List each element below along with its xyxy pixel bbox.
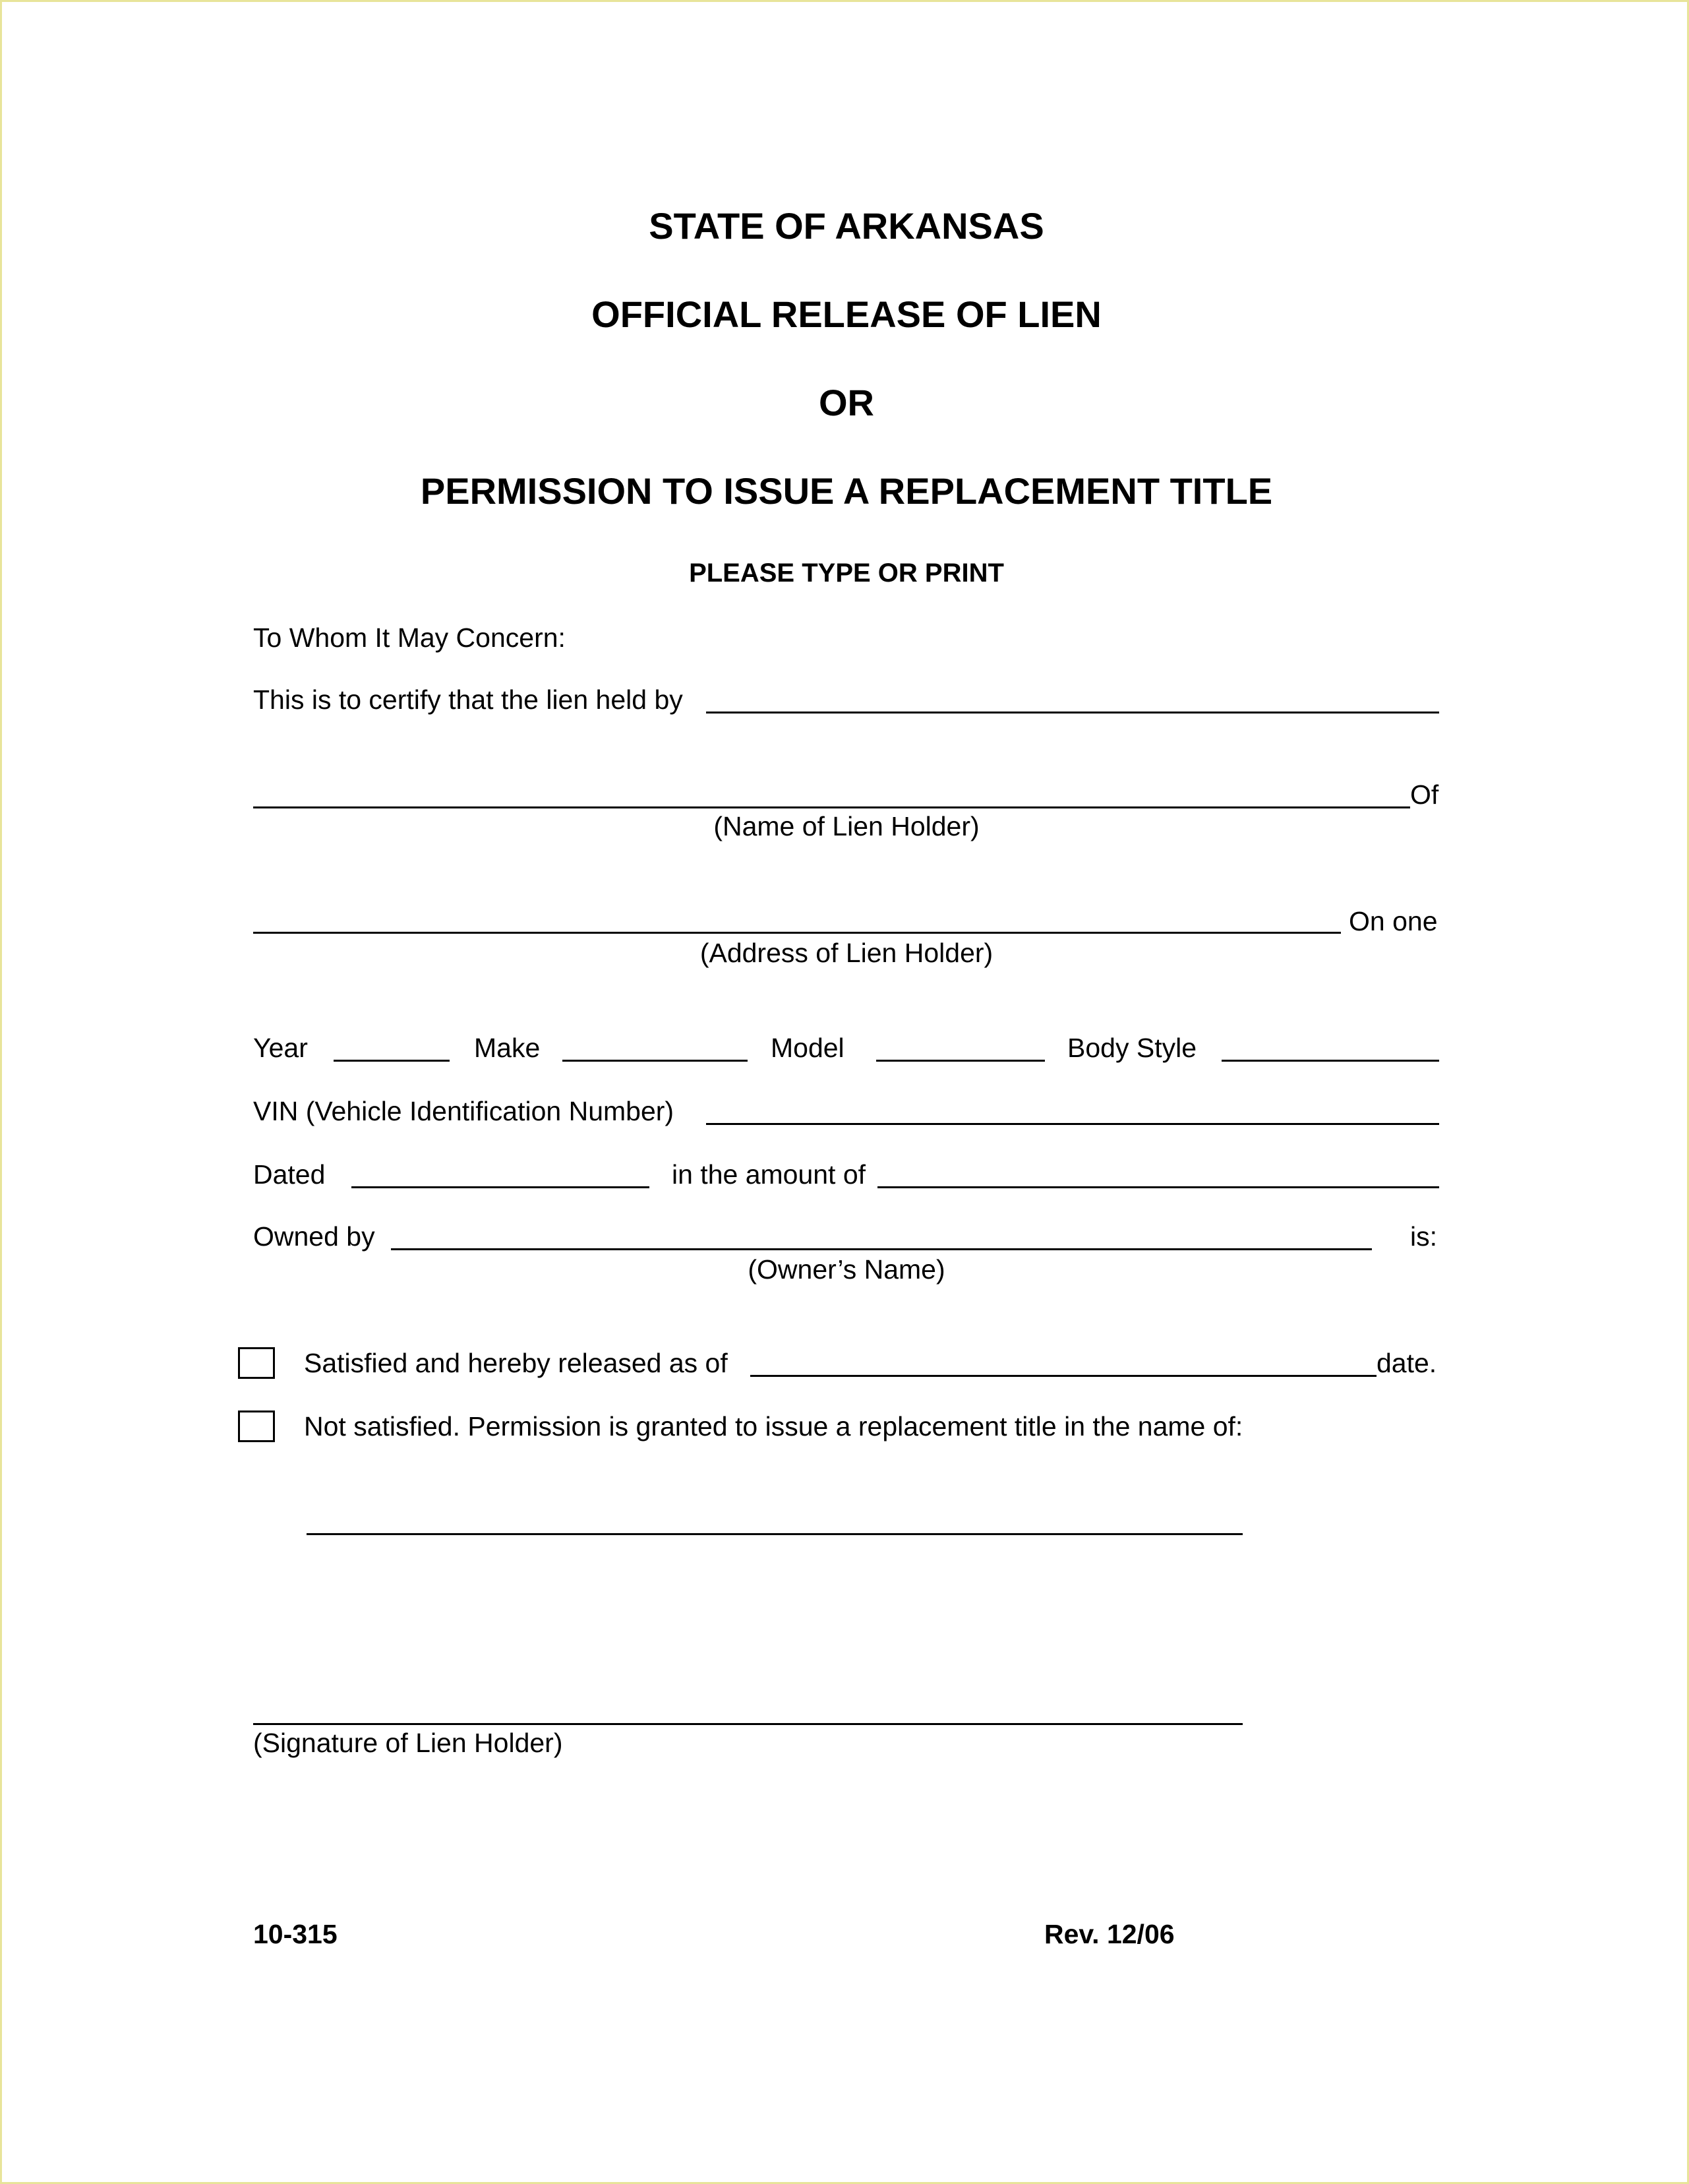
owner-name-field[interactable] bbox=[391, 1221, 1372, 1250]
signature-caption: (Signature of Lien Holder) bbox=[253, 1728, 563, 1758]
model-field[interactable] bbox=[876, 1032, 1045, 1061]
lien-held-by-field[interactable] bbox=[706, 684, 1439, 713]
release-date-field[interactable] bbox=[750, 1347, 1377, 1376]
title-or: OR bbox=[819, 382, 874, 423]
signature-field[interactable] bbox=[253, 1695, 1243, 1724]
salutation: To Whom It May Concern: bbox=[253, 622, 566, 653]
lien-holder-address-field[interactable] bbox=[253, 904, 1341, 933]
vin-label: VIN (Vehicle Identification Number) bbox=[253, 1096, 674, 1126]
state-heading: STATE OF ARKANSAS bbox=[649, 205, 1044, 247]
on-one-label: On one bbox=[1349, 906, 1438, 936]
not-satisfied-label: Not satisfied. Permission is granted to issue a replacement title in the name of: bbox=[304, 1411, 1243, 1441]
is-label: is: bbox=[1410, 1221, 1437, 1252]
form-title: OFFICIAL RELEASE OF LIEN bbox=[591, 293, 1102, 335]
body-style-label: Body Style bbox=[1067, 1033, 1197, 1063]
of-label: Of bbox=[1410, 779, 1439, 810]
owner-name-caption: (Owner’s Name) bbox=[748, 1254, 945, 1285]
revision-date: Rev. 12/06 bbox=[1044, 1919, 1175, 1949]
lien-holder-address-caption: (Address of Lien Holder) bbox=[699, 938, 993, 968]
form-subtitle: PERMISSION TO ISSUE A REPLACEMENT TITLE bbox=[420, 470, 1273, 512]
year-field[interactable] bbox=[334, 1032, 450, 1061]
lien-holder-name-field[interactable] bbox=[253, 779, 1410, 808]
form-number: 10-315 bbox=[253, 1919, 338, 1949]
satisfied-label: Satisfied and hereby released as of bbox=[304, 1348, 728, 1378]
date-label: date. bbox=[1377, 1348, 1437, 1378]
amount-label: in the amount of bbox=[672, 1159, 866, 1190]
dated-field[interactable] bbox=[351, 1159, 649, 1188]
dated-label: Dated bbox=[253, 1159, 326, 1190]
satisfied-checkbox[interactable] bbox=[238, 1347, 275, 1379]
model-label: Model bbox=[771, 1033, 844, 1063]
not-satisfied-checkbox[interactable] bbox=[238, 1410, 275, 1442]
make-label: Make bbox=[474, 1033, 541, 1063]
replacement-name-field[interactable] bbox=[307, 1505, 1243, 1534]
amount-field[interactable] bbox=[877, 1159, 1439, 1188]
lien-holder-name-caption: (Name of Lien Holder) bbox=[713, 811, 980, 841]
owned-by-label: Owned by bbox=[253, 1221, 375, 1252]
body-style-field[interactable] bbox=[1222, 1032, 1439, 1061]
type-or-print-instruction: PLEASE TYPE OR PRINT bbox=[689, 559, 1004, 588]
year-label: Year bbox=[253, 1033, 308, 1063]
vin-field[interactable] bbox=[706, 1095, 1439, 1124]
make-field[interactable] bbox=[562, 1032, 748, 1061]
certify-text: This is to certify that the lien held by bbox=[253, 684, 683, 715]
